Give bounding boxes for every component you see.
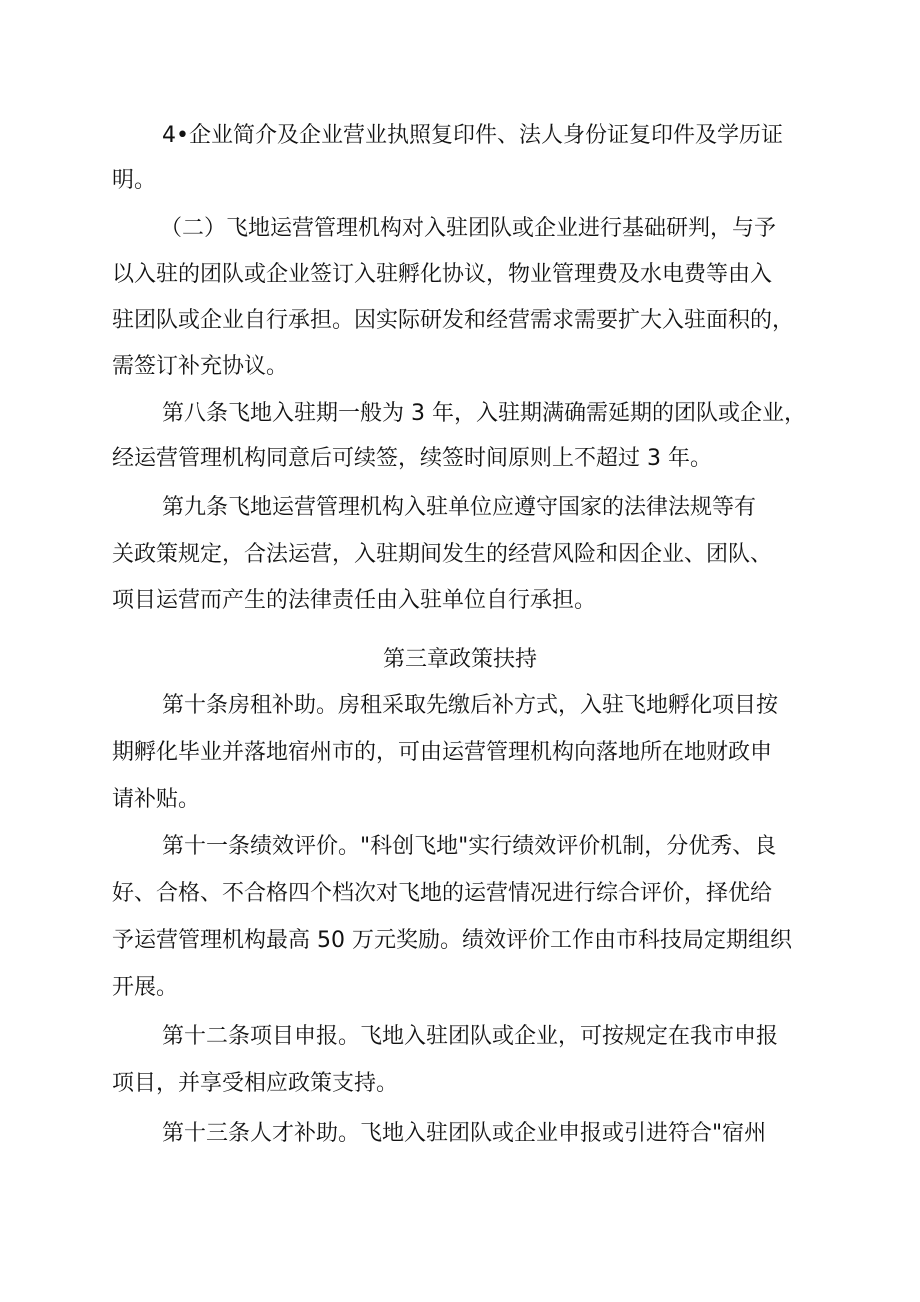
- article10-line-1: 第十条房租补助。房租采取先缴后补方式，入驻飞地孵化项目按: [162, 693, 779, 718]
- article11-line-3: 予运营管理机构最高 50 万元奖励。绩效评价工作由市科技局定期组织: [112, 928, 792, 953]
- chapter-heading: 第三章政策扶持: [382, 647, 537, 672]
- article11-line-1: 第十一条绩效评价。"科创飞地"实行绩效评价机制，分优秀、良: [162, 834, 777, 859]
- article9-line-1: 第九条飞地运营管理机构入驻单位应遵守国家的法律法规等有: [162, 495, 757, 520]
- article8-line-2: 经运营管理机构同意后可续签，续签时间原则上不超过 3 年。: [112, 446, 712, 471]
- article10-line-2: 期孵化毕业并落地宿州市的，可由运营管理机构向落地所在地财政申: [112, 740, 773, 765]
- article10-line-3: 请补贴。: [112, 787, 201, 812]
- article12-line-1: 第十二条项目申报。飞地入驻团队或企业，可按规定在我市申报: [162, 1024, 779, 1049]
- item4-line-1: 4•企业简介及企业营业执照复印件、法人身份证复印件及学历证: [162, 123, 783, 148]
- section2-line-2: 以入驻的团队或企业签订入驻孵化协议，物业管理费及水电费等由入: [112, 262, 773, 287]
- section2-line-4: 需签订补充协议。: [112, 354, 289, 379]
- section2-line-3: 驻团队或企业自行承担。因实际研发和经营需求需要扩大入驻面积的，: [112, 308, 795, 333]
- article12-line-2: 项目，并享受相应政策支持。: [112, 1071, 399, 1096]
- item4-line-2: 明。: [112, 168, 157, 193]
- section2-line-1: （二）飞地运营管理机构对入驻团队或企业进行基础研判，与予: [160, 216, 777, 241]
- article9-line-2: 关政策规定，合法运营，入驻期间发生的经营风险和因企业、团队、: [112, 542, 773, 567]
- article11-line-4: 开展。: [112, 975, 179, 1000]
- article9-line-3: 项目运营而产生的法律责任由入驻单位自行承担。: [112, 588, 597, 613]
- article8-line-1: 第八条飞地入驻期一般为 3 年，入驻期满确需延期的团队或企业，: [162, 401, 806, 426]
- article13-line-1: 第十三条人才补助。飞地入驻团队或企业申报或引进符合"宿州: [162, 1121, 767, 1146]
- article11-line-2: 好、合格、不合格四个档次对飞地的运营情况进行综合评价，择优给: [112, 881, 773, 906]
